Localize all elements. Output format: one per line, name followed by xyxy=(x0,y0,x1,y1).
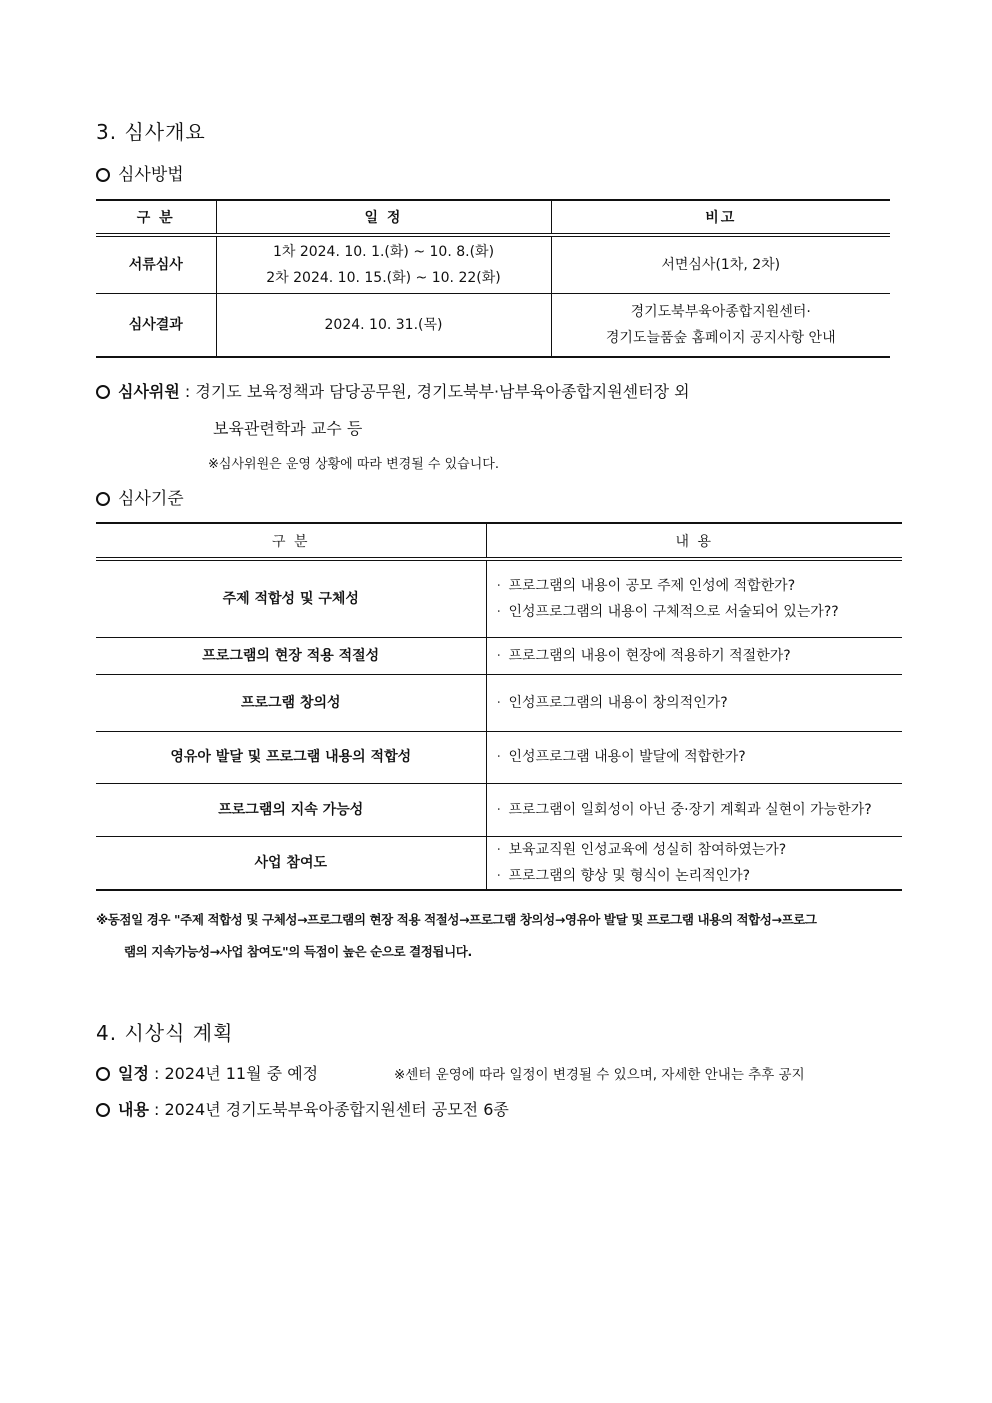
review-method-heading: 심사방법 xyxy=(96,160,184,185)
committee-line xyxy=(96,379,690,402)
criterion-content xyxy=(486,559,902,637)
row-category: 심사결과 xyxy=(96,293,216,357)
criterion-item: · 인성프로그램의 내용이 창의적인가? xyxy=(496,694,728,711)
table-header-cell: 내 용 xyxy=(486,523,902,559)
criterion-content xyxy=(486,637,902,674)
table-row xyxy=(96,674,902,731)
circle-bullet-icon xyxy=(96,1103,110,1117)
table-row xyxy=(96,731,902,783)
criterion-item: · 인성프로그램의 내용이 구체적으로 서술되어 있는가?? xyxy=(496,603,839,620)
section-4-title: 4. 시상식 계획 xyxy=(96,1021,234,1045)
tie-break-note: ※동점일 경우 "주제 적합성 및 구체성→프로그램의 현장 적용 적절성→프로그램 창의성→영유아 발달 및 프로그램 내용의 적합성→프로그 xyxy=(96,912,817,927)
review-criteria-heading: 심사기준 xyxy=(96,484,184,509)
circle-bullet-icon xyxy=(96,1067,110,1081)
award-content-label: 내용 xyxy=(118,1100,149,1119)
table-header-cell: 구 분 xyxy=(96,523,486,559)
note-line: 경기도늘품숲 홈페이지 공지사항 안내 xyxy=(605,329,836,346)
criterion-content xyxy=(486,783,902,836)
row-note xyxy=(551,293,890,357)
review-criteria-table xyxy=(96,522,902,891)
criterion-category: 주제 적합성 및 구체성 xyxy=(96,559,486,637)
table-header-cell: 구 분 xyxy=(96,200,216,235)
circle-bullet-icon xyxy=(96,492,110,506)
table-row xyxy=(96,235,890,293)
criterion-content xyxy=(486,674,902,731)
criterion-category: 프로그램의 지속 가능성 xyxy=(96,783,486,836)
table-row xyxy=(96,293,890,357)
review-schedule-table xyxy=(96,199,890,358)
table-header-cell: 비고 xyxy=(551,200,890,235)
tie-break-note-continued: 램의 지속가능성→사업 참여도"의 득점이 높은 순으로 결정됩니다. xyxy=(124,944,472,959)
award-schedule-note: ※센터 운영에 따라 일정이 변경될 수 있으며, 자세한 안내는 추후 공지 xyxy=(394,1067,805,1083)
committee-label: 심사위원 xyxy=(118,382,180,401)
table-row xyxy=(96,783,902,836)
row-schedule: 2024. 10. 31.(목) xyxy=(216,293,551,357)
criterion-content xyxy=(486,836,902,890)
award-schedule-line xyxy=(96,1061,318,1084)
criterion-item: · 보육교직원 인성교육에 성실히 참여하였는가? xyxy=(496,841,787,858)
circle-bullet-icon xyxy=(96,385,110,399)
award-schedule-text: : 2024년 11월 중 예정 xyxy=(154,1064,319,1083)
note-line: 경기도북부육아종합지원센터· xyxy=(630,303,811,320)
table-row xyxy=(96,836,902,890)
criterion-item: · 프로그램의 내용이 공모 주제 인성에 적합한가? xyxy=(496,577,796,594)
table-header-cell: 일 정 xyxy=(216,200,551,235)
criterion-item: · 프로그램의 향상 및 형식이 논리적인가? xyxy=(496,867,751,884)
criterion-item: · 프로그램의 내용이 현장에 적용하기 적절한가? xyxy=(496,647,791,664)
schedule-line: 2차 2024. 10. 15.(화) ~ 10. 22(화) xyxy=(266,269,501,286)
schedule-line: 1차 2024. 10. 1.(화) ~ 10. 8.(화) xyxy=(272,243,495,260)
section-3-title: 3. 심사개요 xyxy=(96,120,206,144)
committee-text-continued: 보육관련학과 교수 등 xyxy=(213,419,363,438)
table-row xyxy=(96,559,902,637)
criterion-category: 사업 참여도 xyxy=(96,836,486,890)
committee-text: : 경기도 보육정책과 담당공무원, 경기도북부·남부육아종합지원센터장 외 xyxy=(184,382,690,401)
table-row xyxy=(96,637,902,674)
criterion-item: · 프로그램이 일회성이 아닌 중·장기 계획과 실현이 가능한가? xyxy=(496,801,872,818)
table-header-row xyxy=(96,523,902,559)
criterion-category: 영유아 발달 및 프로그램 내용의 적합성 xyxy=(96,731,486,783)
criterion-category: 프로그램 창의성 xyxy=(96,674,486,731)
award-content-line xyxy=(96,1097,509,1120)
circle-bullet-icon xyxy=(96,168,110,182)
criterion-item: · 인성프로그램 내용이 발달에 적합한가? xyxy=(496,749,746,765)
award-schedule-label: 일정 xyxy=(118,1064,149,1083)
row-schedule xyxy=(216,235,551,293)
criterion-category: 프로그램의 현장 적용 적절성 xyxy=(96,637,486,674)
award-content-text: : 2024년 경기도북부육아종합지원센터 공모전 6종 xyxy=(154,1100,509,1119)
row-note: 서면심사(1차, 2차) xyxy=(551,235,890,293)
committee-note: ※심사위원은 운영 상황에 따라 변경될 수 있습니다. xyxy=(208,457,499,472)
criterion-content xyxy=(486,731,902,783)
row-category: 서류심사 xyxy=(96,235,216,293)
table-header-row xyxy=(96,200,890,235)
